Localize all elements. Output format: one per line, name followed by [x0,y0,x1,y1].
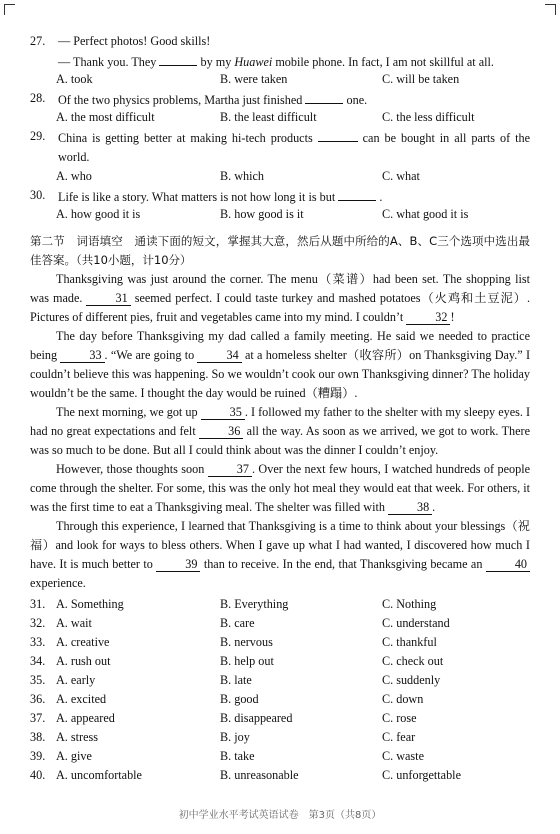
cloze-options-list [30,595,530,785]
question-29: 29. China is getting better at making hi-tech products can be bought in all parts of the world. [30,129,531,164]
option-c: C. check out [382,654,444,668]
question-text: — Perfect photos! Good skills! [58,34,211,48]
option-row-31: 31. A. Something B. Everything C. Nothing [30,595,530,614]
option-b: B. care [220,616,255,630]
answer-blank [159,51,197,66]
option-a: A. took [56,72,93,86]
option-row-33: 33. A. creative B. nervous C. thankful [30,633,530,652]
option-c: C. Nothing [382,597,437,611]
option-b: B. joy [220,730,250,744]
option-a: A. wait [56,616,92,630]
cloze-blank-36: 36 [199,424,243,439]
question-30: 30. Life is like a story. What matters is not how long it is but . [30,188,383,204]
option-row-37: 37. A. appeared B. disappeared C. rose [30,709,530,728]
passage-paragraph-1: Thanksgiving was just around the corner. The menu（菜谱）had been set. The shopping list was made. 31 seemed perfect. I could taste turkey and mashed potatoes（火鸡和土豆泥）. Pictures of different pies, fruit and vegetables came into my mind. I couldn’t 32 ! [30,272,530,324]
cloze-blank-39: 39 [156,557,200,572]
question-text: Life is like a story. What matters is not how long it is but [58,190,336,204]
option-b: B. help out [220,654,274,668]
question-number: 29. [30,129,46,143]
option-row-34: 34. A. rush out B. help out C. check out [30,652,530,671]
answer-blank [318,127,358,142]
cloze-blank-32: 32 [406,310,450,325]
option-c: C. thankful [382,635,437,649]
option-b: B. nervous [220,635,273,649]
cloze-blank-33: 33 [60,348,104,363]
question-number: 27. [30,34,46,48]
option-c: C. waste [382,749,424,763]
option-row-35: 35. A. early B. late C. suddenly [30,671,530,690]
options-27 [30,70,530,89]
option-a: A. Something [56,597,124,611]
question-27 [30,32,530,51]
option-a: A. excited [56,692,107,706]
option-a: A. give [56,749,92,763]
option-c: C. the less difficult [382,110,475,124]
option-c: C. rose [382,711,417,725]
corner-mark-right [545,4,556,15]
options-30 [30,205,530,224]
option-a: A. creative [56,635,110,649]
answer-blank [338,186,376,201]
option-a: A. rush out [56,654,111,668]
question-27-line2: — Thank you. They by my Huawei mobile phone. In fact, I am not skillful at all. [30,51,530,70]
cloze-blank-34: 34 [197,348,241,363]
cloze-blank-31: 31 [86,291,130,306]
cloze-blank-40: 40 [486,557,530,572]
exam-page [30,32,530,785]
option-b: B. the least difficult [220,110,317,124]
option-c: C. down [382,692,424,706]
option-row-39: 39. A. give B. take C. waste [30,747,530,766]
option-b: B. were taken [220,72,288,86]
passage-paragraph-4: However, those thoughts soon 37 . Over the next few hours, I watched hundreds of people come through the shelter. For some, this was the only hot meal they would eat that week. For others, it was the first time to eat a Thanksgiving meal. The shelter was filled with 38 . [30,462,531,514]
option-b: B. how good is it [220,207,304,221]
passage-paragraph-5: Through this experience, I learned that Thanksgiving is a time to think about your blessings（祝福）and look for ways to bless others. When I gave up what I had wanted, I discovered how much I have. It is much better to 39 than to receive. In the end, that Thanksgiving became an 40 experience. [30,519,530,590]
options-29 [30,167,530,186]
cloze-blank-38: 38 [388,500,432,515]
option-row-32: 32. A. wait B. care C. understand [30,614,530,633]
section-heading: 第二节 词语填空 通读下面的短文，掌握其大意，然后从题中所给的A、B、C三个选项中选出最佳答案。（共10小题，计10分） [30,234,530,267]
option-a: A. uncomfortable [56,768,142,782]
option-a: A. how good it is [56,207,141,221]
option-b: B. unreasonable [220,768,299,782]
corner-mark-left [4,4,15,15]
option-c: C. what good it is [382,207,469,221]
option-a: A. early [56,673,96,687]
option-a: A. the most difficult [56,110,155,124]
option-c: C. understand [382,616,450,630]
option-c: C. suddenly [382,673,441,687]
answer-blank [305,89,343,104]
option-c: C. fear [382,730,416,744]
option-a: A. appeared [56,711,115,725]
option-b: B. take [220,749,255,763]
passage-paragraph-3: The next morning, we got up 35 . I followed my father to the shelter with my sleepy eyes. I had no great expectations and felt 36 all the way. As soon as we arrived, we got to work. There was so much to be done. But all I could think about was the dinner I couldn’t enjoy. [30,405,531,457]
question-text: China is getting better at making hi-tech products [58,131,313,145]
option-b: B. which [220,169,265,183]
option-row-38: 38. A. stress B. joy C. fear [30,728,530,747]
option-row-36: 36. A. excited B. good C. down [30,690,530,709]
option-c: C. what [382,169,420,183]
option-row-40: 40. A. uncomfortable B. unreasonable C. unforgettable [30,766,530,785]
option-b: B. late [220,673,252,687]
option-a: A. who [56,169,92,183]
option-c: C. unforgettable [382,768,461,782]
question-text: Of the two physics problems, Martha just finished [58,93,303,107]
question-28: 28. Of the two physics problems, Martha just finished one. [30,91,368,107]
question-number: 30. [30,188,46,202]
option-b: B. Everything [220,597,289,611]
options-28 [30,108,530,127]
option-b: B. disappeared [220,711,293,725]
passage-paragraph-2: The day before Thanksgiving my dad called a family meeting. He said we needed to practice being 33 . “We are going to 34 at a homeless shelter（收容所）on Thanksgiving Day.” I couldn’t believe this was happening. So we wouldn’t cook our own Thanksgiving dinner? The holiday wouldn’t be the same. I thought the day would be ruined（糟蹋）. [30,329,531,400]
cloze-blank-37: 37 [208,462,252,477]
question-number: 28. [30,91,46,105]
option-c: C. will be taken [382,72,460,86]
option-b: B. good [220,692,259,706]
cloze-blank-35: 35 [201,405,245,420]
option-a: A. stress [56,730,98,744]
page-footer: 初中学业水平考试英语试卷 第3页（共8页） [178,810,382,821]
